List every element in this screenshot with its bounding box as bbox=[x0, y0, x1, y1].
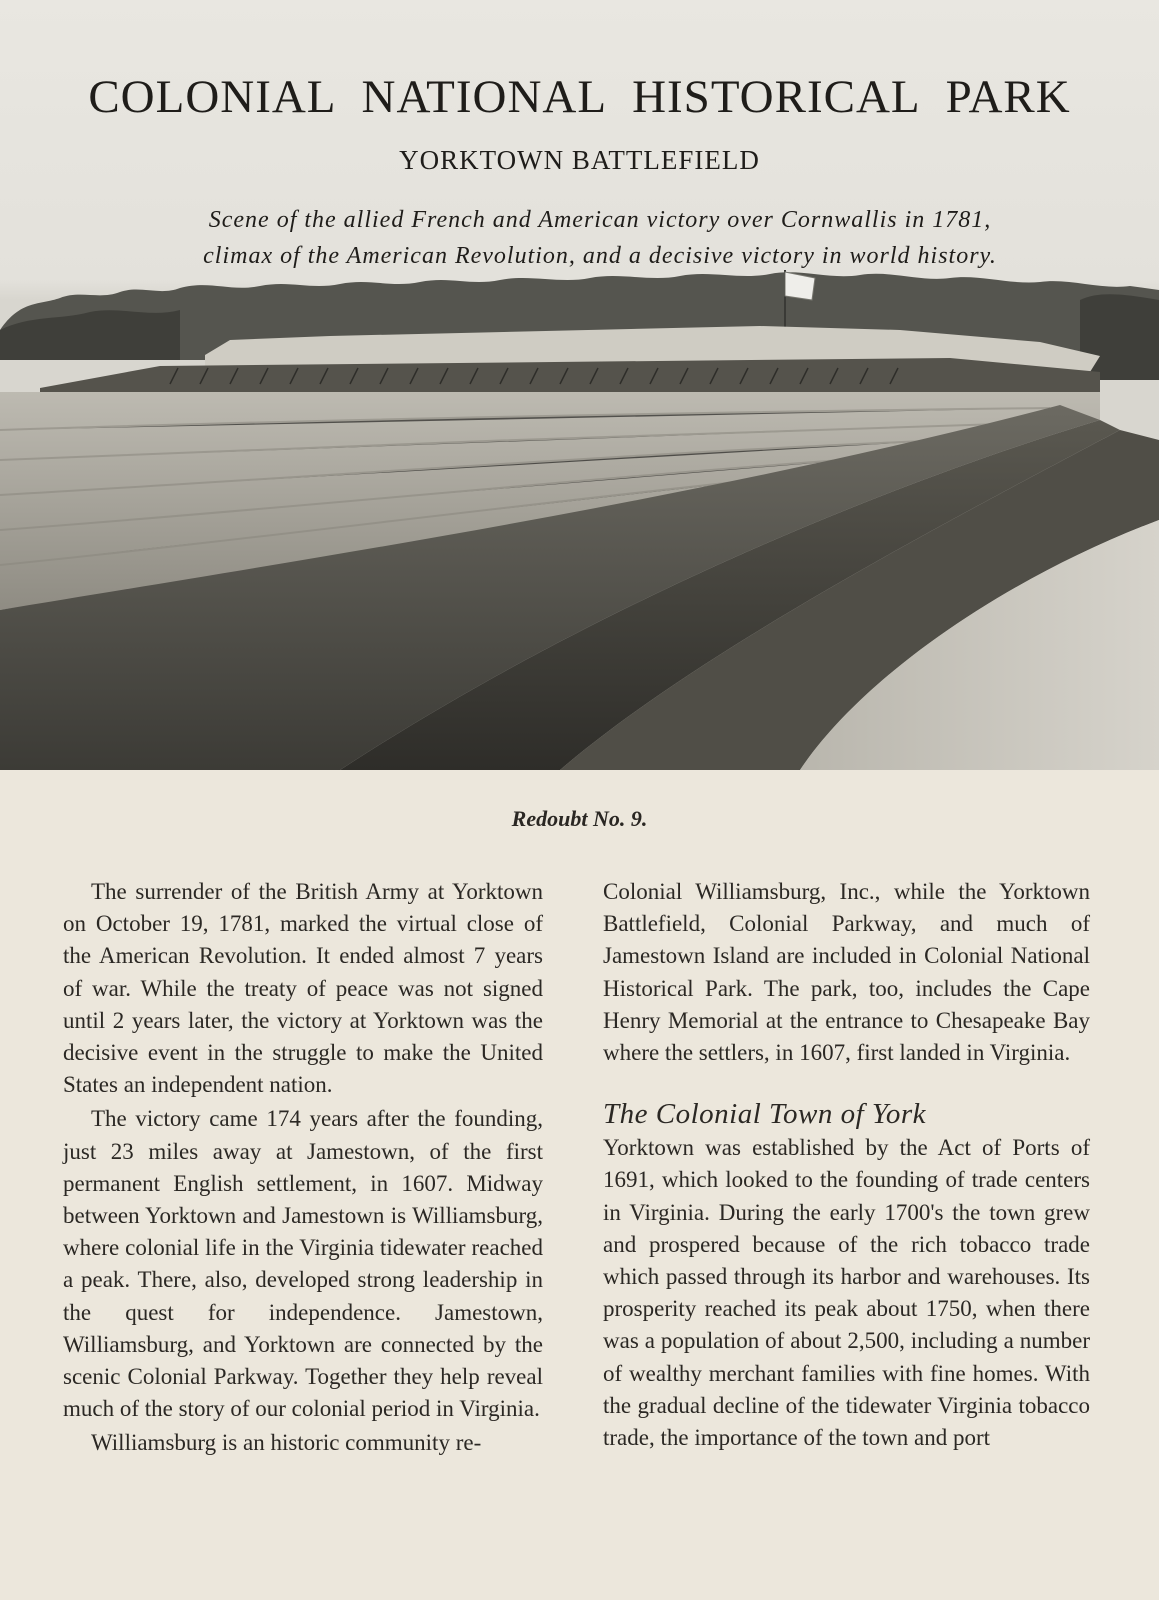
tagline-line-2: climax of the American Revolution, and a decisive victory in world history. bbox=[203, 243, 997, 269]
photo-caption: Redoubt No. 9. bbox=[511, 806, 648, 831]
left-column bbox=[63, 876, 543, 1462]
paragraph: Williamsburg is an historic community re- bbox=[91, 1430, 482, 1456]
paragraph: Yorktown was established by the Act of Ports of 1691, which looked to the founding of trade centers in Virginia. During the early 1700's the town grew and prospered because of the rich tobacco trade which passed through its harbor and warehouses. Its prosperity reached its peak about 1750, when there was a population of about 2,500, including a number of wealthy merchant families with fine homes. With the gradual decline of the tidewater Virginia tobacco trade, the importance of the town and port bbox=[603, 1135, 1090, 1451]
paragraph: The surrender of the British Army at Yorktown on October 19, 1781, marked the virtual close of the American Revolution. It ended almost 7 years of war. While the treaty of peace was not signed until 2 years later, the victory at Yorktown was the decisive event in the struggle to make the United States an independent nation. bbox=[63, 879, 543, 1098]
page-title: COLONIAL NATIONAL HISTORICAL PARK bbox=[88, 71, 1071, 123]
paragraph: The victory came 174 years after the founding, just 23 miles away at Jamestown, of the first permanent English settlement, in 1607. Midway between Yorktown and Jamestown is Williamsburg, where colonial life in the Virginia tidewater reached a peak. There, also, developed strong leadership in the quest for independence. Jamestown, Williamsburg, and Yorktown are connected by the scenic Colonial Parkway. Together they help reveal much of the story of our colonial period in Virginia. bbox=[63, 1106, 543, 1422]
right-column bbox=[603, 876, 1090, 1456]
page-subtitle: YORKTOWN BATTLEFIELD bbox=[399, 145, 760, 175]
battlefield-photo bbox=[0, 0, 1159, 770]
section-heading: The Colonial Town of York bbox=[603, 1098, 927, 1131]
tagline-line-1: Scene of the allied French and American victory over Cornwallis in 1781, bbox=[208, 207, 992, 233]
paragraph: Colonial Williamsburg, Inc., while the Yorktown Battlefield, Colonial Parkway, and much of Jamestown Island are included in Colonial National Historical Park. The park, too, includes the Cape Henry Memorial at the entrance to Chesapeake Bay where the settlers, in 1607, first landed in Virginia. bbox=[603, 879, 1090, 1066]
